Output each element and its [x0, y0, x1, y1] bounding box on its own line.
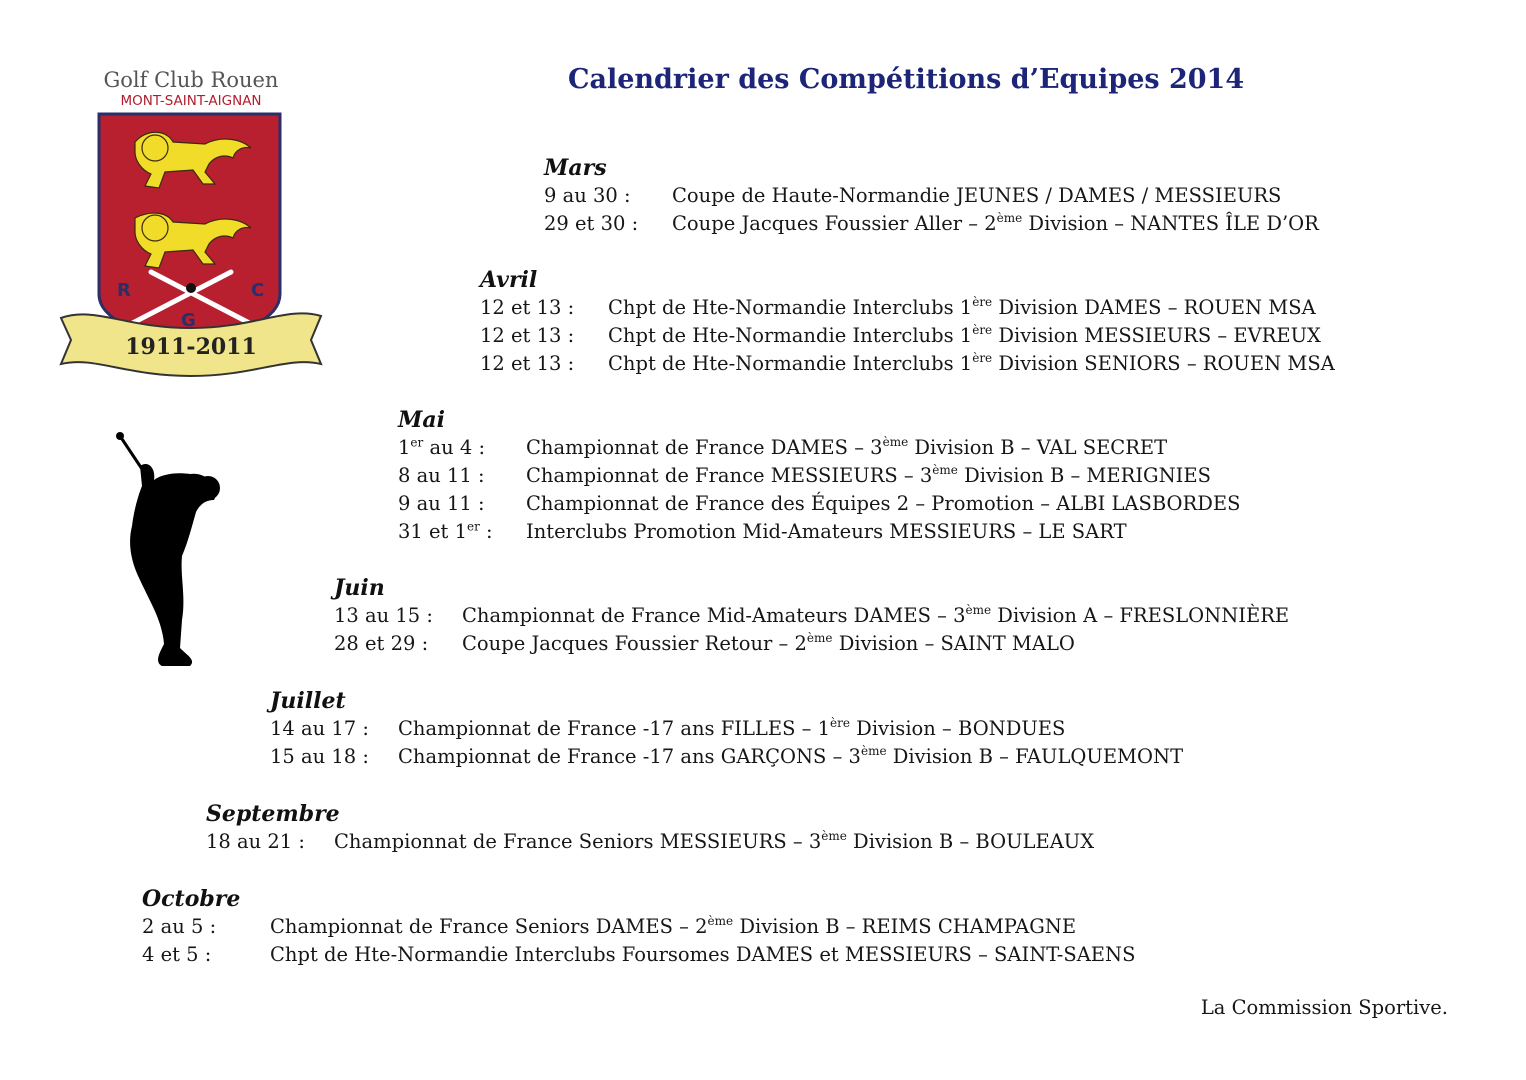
- event-row: [142, 913, 1135, 941]
- event-date: 15 au 18 :: [270, 745, 369, 768]
- event-description: Championnat de France MESSIEURS – 3ème Division B – MERIGNIES: [526, 462, 1211, 487]
- event-description: Chpt de Hte-Normandie Interclubs Foursomes DAMES et MESSIEURS – SAINT-SAENS: [270, 943, 1136, 966]
- event-row: [398, 518, 1240, 546]
- month-juin: [334, 574, 1289, 658]
- logo-letter-c: C: [251, 280, 265, 301]
- event-description: Championnat de France Seniors DAMES – 2ème Division B – REIMS CHAMPAGNE: [270, 913, 1077, 938]
- month-octobre: [142, 885, 1135, 969]
- golfer-silhouette-icon: [110, 430, 230, 675]
- month-name: Mai: [398, 407, 445, 433]
- month-name: Septembre: [206, 801, 340, 827]
- event-description: Coupe de Haute-Normandie JEUNES / DAMES / MESSIEURS: [672, 184, 1282, 207]
- event-description: Championnat de France -17 ans FILLES – 1ère Division – BONDUES: [398, 715, 1066, 740]
- event-date: 9 au 11 :: [398, 492, 485, 515]
- event-row: [544, 210, 1319, 238]
- event-row: [480, 322, 1335, 350]
- event-row: [334, 602, 1289, 630]
- event-date: 8 au 11 :: [398, 464, 485, 487]
- event-date: 12 et 13 :: [480, 296, 575, 319]
- event-row: [544, 182, 1319, 210]
- month-name: Mars: [544, 155, 607, 181]
- event-row: [142, 941, 1135, 969]
- event-date: 13 au 15 :: [334, 604, 433, 627]
- logo-club-name: Golf Club Rouen: [103, 68, 279, 92]
- event-date: 12 et 13 :: [480, 352, 575, 375]
- month-juillet: [270, 687, 1183, 771]
- event-row: [270, 715, 1183, 743]
- event-row: [398, 462, 1240, 490]
- month-name: Avril: [480, 267, 538, 293]
- month-mai: [398, 406, 1240, 546]
- event-row: [480, 350, 1335, 378]
- month-septembre: [206, 800, 1094, 856]
- event-description: Coupe Jacques Foussier Retour – 2ème Division – SAINT MALO: [462, 630, 1075, 655]
- event-row: [206, 828, 1094, 856]
- month-name: Octobre: [142, 886, 241, 912]
- event-description: Championnat de France -17 ans GARÇONS – 3ème Division B – FAULQUEMONT: [398, 743, 1184, 768]
- event-row: [398, 490, 1240, 518]
- signature: La Commission Sportive.: [1200, 996, 1448, 1019]
- event-description: Coupe Jacques Foussier Aller – 2ème Division – NANTES ÎLE D’OR: [672, 210, 1319, 235]
- event-date: 2 au 5 :: [142, 915, 217, 938]
- event-date: 1er au 4 :: [398, 435, 486, 459]
- event-description: Championnat de France DAMES – 3ème Division B – VAL SECRET: [526, 434, 1168, 459]
- club-logo: [55, 66, 327, 386]
- logo-letter-g: G: [181, 310, 196, 331]
- event-date: 28 et 29 :: [334, 632, 429, 655]
- event-description: Chpt de Hte-Normandie Interclubs 1ère Division DAMES – ROUEN MSA: [608, 294, 1316, 319]
- event-date: 29 et 30 :: [544, 212, 639, 235]
- event-description: Interclubs Promotion Mid-Amateurs MESSIEURS – LE SART: [526, 520, 1127, 543]
- event-date: 18 au 21 :: [206, 830, 305, 853]
- event-row: [480, 294, 1335, 322]
- month-name: Juillet: [270, 688, 346, 714]
- event-row: [270, 743, 1183, 771]
- event-date: 12 et 13 :: [480, 324, 575, 347]
- event-description: Championnat de France Seniors MESSIEURS – 3ème Division B – BOULEAUX: [334, 828, 1095, 853]
- event-description: Chpt de Hte-Normandie Interclubs 1ère Division SENIORS – ROUEN MSA: [608, 350, 1335, 375]
- logo-letter-r: R: [117, 280, 131, 301]
- event-row: [398, 434, 1240, 462]
- logo-years: 1911-2011: [125, 334, 257, 360]
- event-date: 14 au 17 :: [270, 717, 369, 740]
- event-description: Championnat de France des Équipes 2 – Promotion – ALBI LASBORDES: [526, 492, 1241, 515]
- month-mars: [544, 154, 1319, 238]
- event-description: Championnat de France Mid-Amateurs DAMES – 3ème Division A – FRESLONNIÈRE: [462, 602, 1290, 627]
- event-row: [334, 630, 1289, 658]
- month-avril: [480, 266, 1335, 378]
- page-title: Calendrier des Compétitions d’Equipes 2014: [568, 64, 1245, 95]
- event-date: 4 et 5 :: [142, 943, 212, 966]
- event-date: 31 et 1er :: [398, 519, 493, 543]
- logo-club-place: MONT-SAINT-AIGNAN: [120, 93, 262, 109]
- event-date: 9 au 30 :: [544, 184, 631, 207]
- month-name: Juin: [334, 575, 385, 601]
- event-description: Chpt de Hte-Normandie Interclubs 1ère Division MESSIEURS – EVREUX: [608, 322, 1321, 347]
